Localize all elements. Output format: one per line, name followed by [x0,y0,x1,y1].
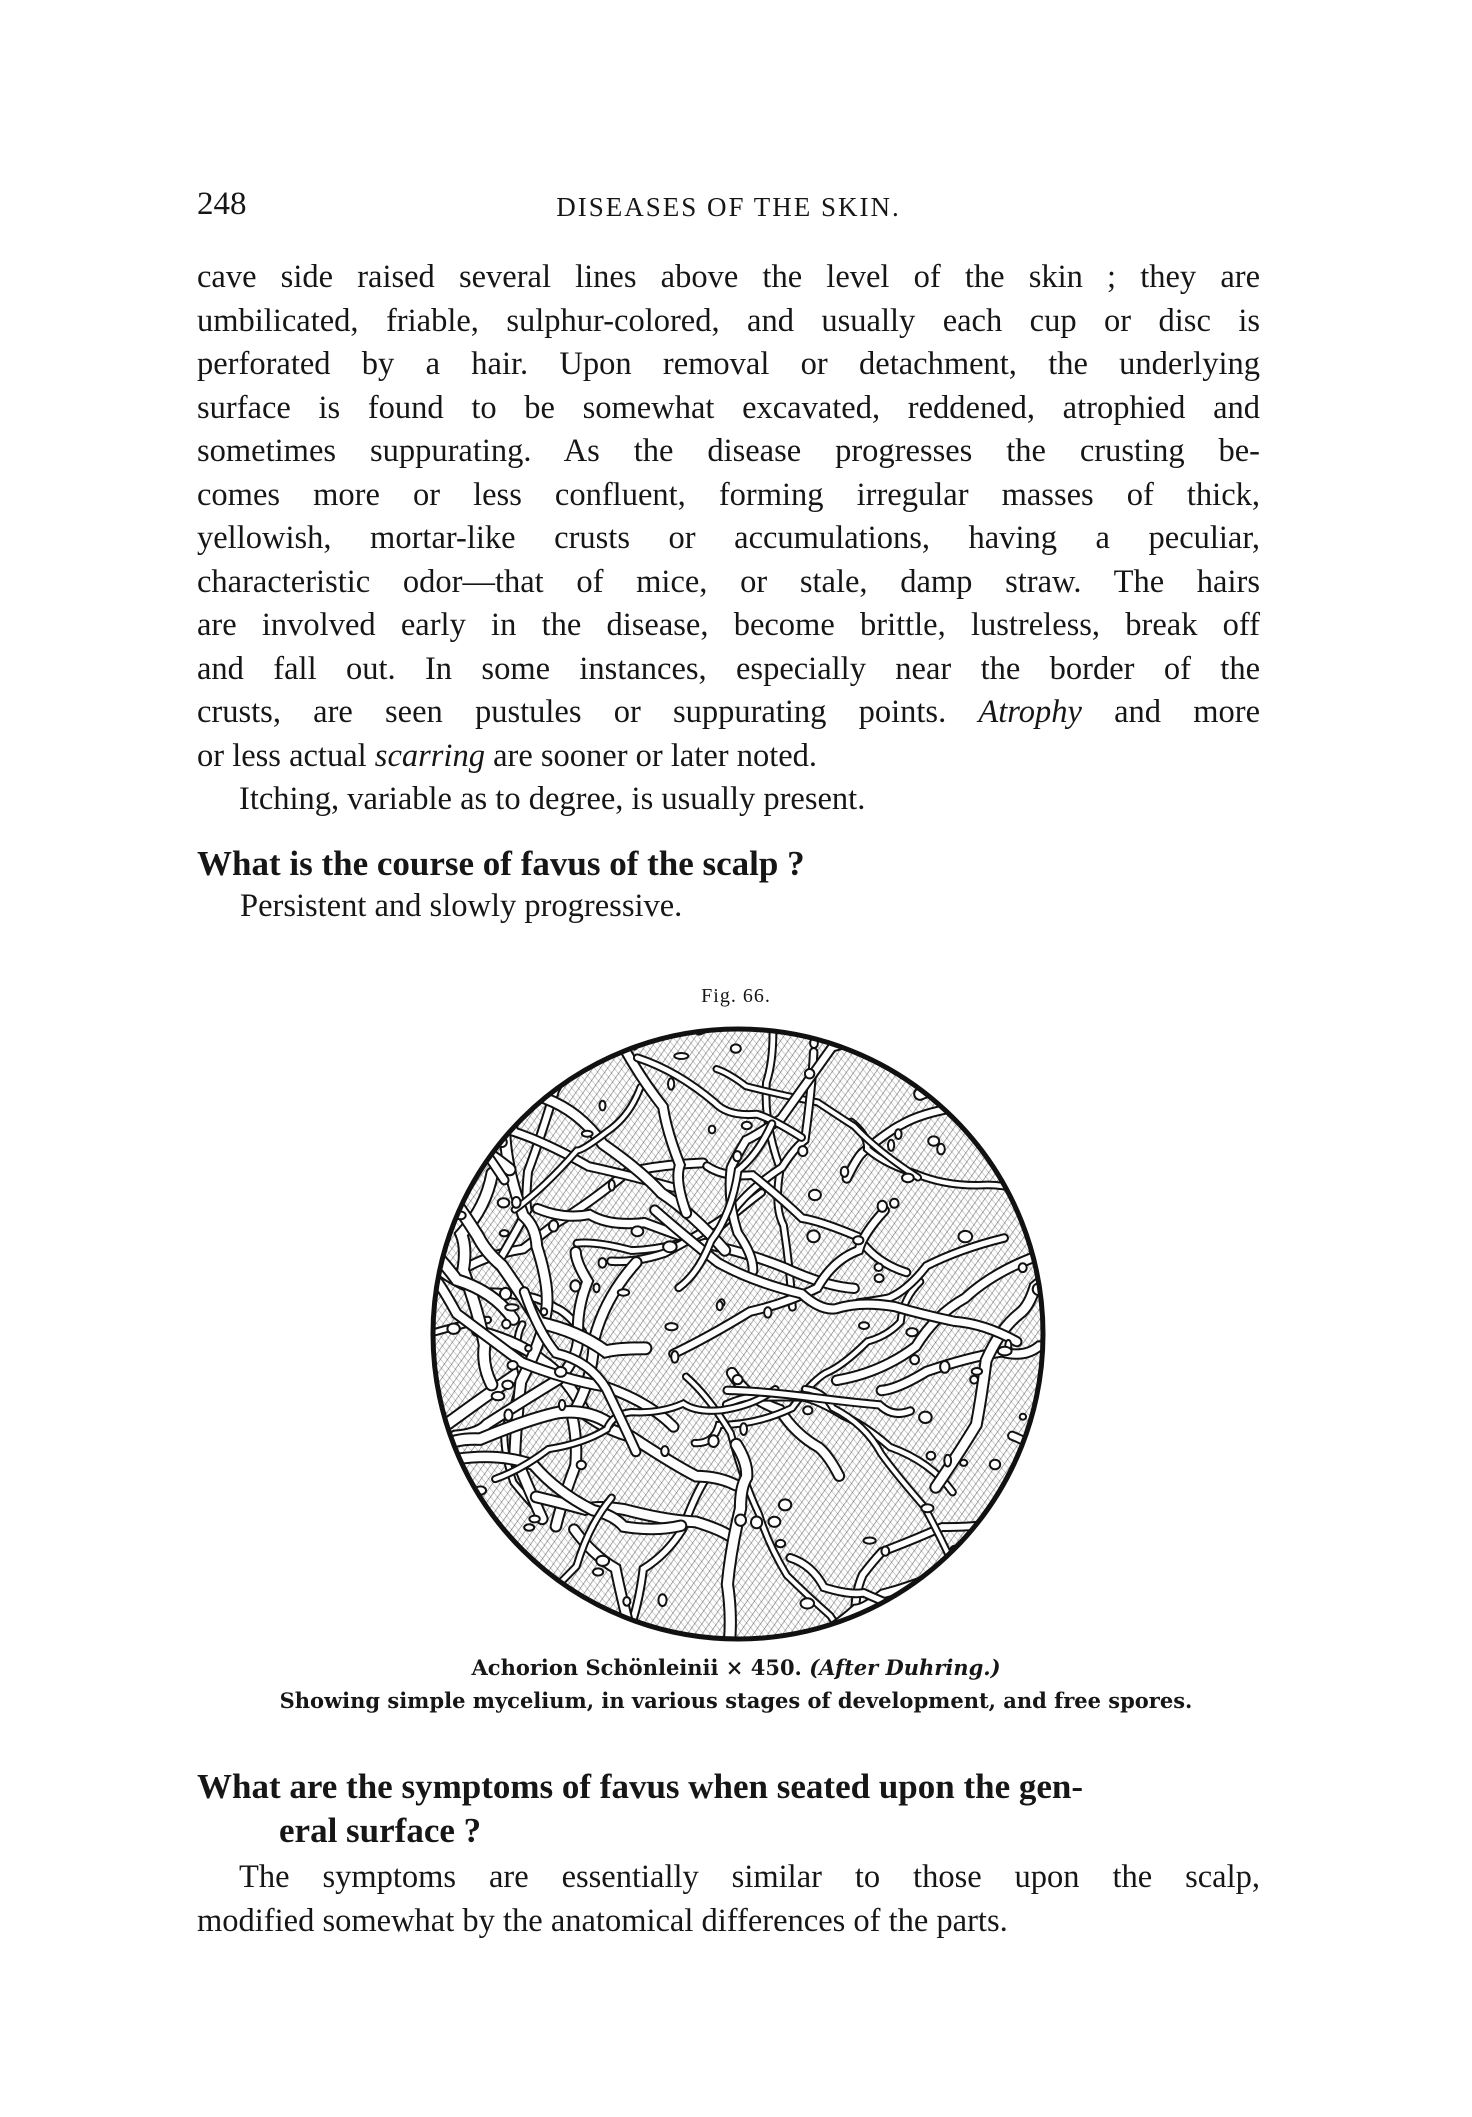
spore [937,1144,945,1155]
spore [944,1455,951,1467]
spore [843,1642,851,1651]
hypha-fill [920,1014,1058,1094]
spore [776,1540,785,1547]
question-symptoms [197,1765,1297,1853]
spore [525,1345,531,1351]
spore [919,1412,932,1423]
text-line: comes more or less confluent, forming irregular masses of thick, [197,476,1260,513]
spore [853,1236,863,1244]
spore [960,1460,967,1466]
spore [913,1633,926,1643]
spore [550,1032,560,1039]
spore [665,1323,677,1330]
hypha-fill [418,1014,521,1075]
answer-course: Persistent and slowly progressive. [240,888,683,924]
spore [906,1328,917,1336]
spore [492,1392,505,1400]
spore [1019,1263,1027,1272]
spore [998,1347,1012,1356]
hypha-outline [926,1588,959,1654]
hypha-outline [418,1014,481,1051]
italic-term-scarring: scarring [374,737,485,774]
spore [1020,1161,1031,1170]
spore [453,1080,463,1092]
spore [1048,1194,1058,1202]
hypha-outline [418,1644,561,1654]
spore [555,1367,566,1377]
italic-term-atrophy: Atrophy [978,694,1082,730]
spore [593,1568,603,1575]
spore [493,1016,505,1026]
paragraph-crusts [197,256,1260,822]
spore [447,1324,459,1334]
spore [454,1596,465,1608]
text-line: are involved early in the disease, become brittle, lustreless, break off [197,607,1260,643]
spore [841,1167,849,1177]
hypha-outline [1051,1014,1058,1034]
spore [661,1446,668,1456]
spore [496,1109,508,1116]
text-segment: or less actual [197,737,367,774]
spore [541,1078,548,1087]
spore [859,1322,869,1329]
spore [502,1381,513,1389]
hypha-outline [864,1014,1039,1028]
spore [945,1037,954,1046]
spore [490,1591,499,1599]
spore [928,1136,939,1145]
text-line: perforated by a hair. Upon removal or detachment, the underlying [197,346,1260,382]
spore [512,1197,521,1208]
spore [529,1516,539,1523]
spore [801,1598,815,1608]
spore [518,1070,526,1081]
spore [508,1361,518,1370]
question-line: What are the symptoms of favus when seated upon the gen- [197,1767,1084,1806]
question-course: What is the course of favus of the scalp ? [197,844,805,883]
spore [502,1320,510,1329]
spore [1026,1536,1033,1546]
text-segment: crusts, are seen pustules or suppurating points. [197,694,947,730]
paragraph-itching: Itching, variable as to degree, is usually present. [239,781,866,817]
spore [674,1053,688,1059]
spore [1028,1037,1041,1045]
spore [663,1241,677,1252]
spore [927,1452,936,1460]
hypha-fill [864,1014,1039,1028]
spore [764,1307,771,1317]
text-line: surface is found to be somewhat excavated, reddened, atrophied and [197,389,1260,426]
spore [623,1597,630,1606]
spore [828,1027,835,1035]
spore [875,1274,884,1282]
hypha-fill [418,1045,476,1182]
spore [807,1230,819,1242]
text-line: modified somewhat by the anatomical differences of the parts. [197,1903,1008,1939]
spore [504,1410,512,1421]
running-title: DISEASES OF THE SKIN. [556,192,901,222]
caption-text: Achorion Schönleinii × 450. [471,1655,802,1680]
spore [1041,1110,1055,1121]
spore [742,1122,752,1129]
figure-caption-description: Showing simple mycelium, in various stages of development, and free spores. [279,1688,1193,1713]
spore [803,1406,812,1414]
spore [940,1361,949,1373]
spore [895,1129,902,1139]
page-header [197,186,1260,234]
spore [524,1524,534,1530]
spore [910,1355,919,1364]
spore [600,1101,606,1111]
spore [1020,1414,1026,1420]
spore [928,1610,936,1621]
spore [798,1146,807,1156]
spore [498,1198,510,1207]
spore [577,1461,586,1469]
spore [671,1351,678,1363]
text-segment: and more [1114,694,1261,730]
text-line: cave side raised several lines above the level of the skin ; they are [197,259,1260,295]
spore [450,1148,462,1157]
spore [471,1114,479,1123]
spore [1041,1559,1050,1570]
caption-attribution: (After Duhring.) [809,1655,1001,1680]
figure-label: Fig. 66. [701,985,771,1007]
hypha-outline [920,1014,1058,1094]
text-line: The symptoms are essentially similar to those upon the scalp, [239,1859,1260,1895]
spore [500,1288,511,1300]
spore [609,1180,615,1191]
spore [709,1126,716,1134]
spore [779,1499,791,1510]
spore [881,1547,889,1556]
text-line: characteristic odor—that of mice, or stale, damp straw. The hairs [197,563,1260,600]
spore [658,1594,666,1606]
spore [599,1258,607,1268]
hypha-fill [418,1644,561,1654]
spore [500,1230,509,1236]
hypha-outline [418,1045,476,1182]
spore [1053,1349,1058,1355]
text-line: yellowish, mortar-like crusts or accumulations, having a peculiar, [197,520,1260,556]
spore [926,1047,937,1054]
microscope-illustration [418,1014,1058,1654]
mycelium-drawing [418,1014,1058,1654]
spore [809,1190,821,1200]
page-number: 248 [197,186,247,222]
text-line [197,735,1260,779]
spore [717,1301,723,1310]
answer-symptoms [197,1855,1260,1943]
spore [947,1040,959,1048]
text-line [197,691,1260,735]
spore [875,1263,883,1271]
spore [520,1028,533,1039]
spore [888,1140,894,1151]
spore [731,1044,741,1052]
spore [435,1622,447,1632]
spore [559,1400,565,1410]
spore [996,1646,1003,1652]
hypha-fill [926,1588,959,1654]
spore [751,1517,762,1529]
spore [921,1504,933,1512]
spore [970,1376,978,1384]
spore [740,1647,749,1654]
spore [735,1515,746,1526]
spore [449,1579,460,1585]
spore [769,1517,781,1527]
hypha-fill [1051,1014,1058,1034]
spore [805,1069,814,1078]
spore [549,1220,558,1231]
text-line: umbilicated, friable, sulphur-colored, and usually each cup or disc is [197,302,1260,339]
spore [708,1435,718,1447]
spore [924,1594,936,1604]
hypha-fill [418,1014,481,1051]
spore [422,1489,432,1496]
spore [668,1078,674,1089]
spore [422,1198,436,1208]
spore [878,1201,887,1212]
spore [582,1131,593,1137]
spore [618,1289,629,1295]
spore [740,1423,747,1435]
spore [972,1368,982,1375]
figure-caption-title [0,1655,1472,1680]
spore [890,1199,899,1208]
text-line: and fall out. In some instances, especially near the border of the [197,650,1260,687]
spore [733,1151,741,1161]
spore [541,1308,547,1315]
hypha-outline [418,1014,521,1075]
question-line: eral surface ? [279,1811,482,1850]
spore [902,1174,914,1183]
spore [505,1304,518,1310]
spore [445,1095,455,1104]
text-segment: are sooner or later noted. [493,737,818,774]
spore [632,1226,644,1236]
spore [596,1556,609,1566]
spore [864,1538,876,1544]
spore [959,1231,973,1242]
spore [495,1048,505,1055]
spore [990,1460,1000,1470]
text-line: sometimes suppurating. As the disease progresses the crusting be- [197,433,1260,469]
spore [594,1284,600,1293]
spore [733,1375,743,1384]
spore [570,1280,580,1291]
